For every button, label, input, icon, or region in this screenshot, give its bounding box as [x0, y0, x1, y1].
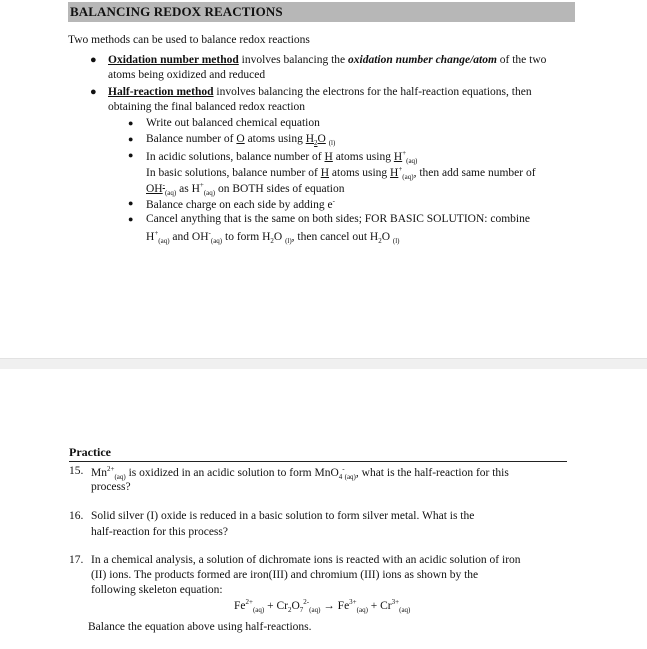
- question-15: [91, 465, 509, 481]
- bullet-icon: ●: [128, 198, 134, 208]
- text-fragment: atoms using: [329, 167, 391, 179]
- title-bar: [68, 2, 575, 22]
- method-line2: obtaining the final balanced redox reaction: [108, 101, 306, 113]
- method-text: involves balancing the: [238, 54, 349, 66]
- text-fragment: O: [273, 231, 283, 243]
- text-fragment: 2: [378, 237, 382, 245]
- text-fragment: (aq): [158, 237, 170, 245]
- method-emphasis: oxidation number change/atom: [348, 54, 497, 66]
- page-2: [0, 369, 647, 649]
- method-text: involves balancing the electrons for the half-reaction equations, then: [213, 86, 532, 98]
- bullet-icon: ●: [90, 54, 97, 66]
- question-number: 17.: [69, 554, 84, 566]
- bullet-icon: ●: [90, 86, 97, 98]
- bullet-icon: ●: [128, 118, 134, 128]
- text-fragment: H: [320, 167, 330, 179]
- question-15-line2: process?: [91, 481, 131, 493]
- text-fragment: -: [162, 181, 165, 189]
- arrow-icon: →: [320, 600, 338, 612]
- text-fragment: (aq): [210, 237, 223, 245]
- text-fragment: as H: [176, 183, 200, 195]
- text-fragment: Balance charge on each side by adding e: [146, 199, 333, 211]
- text-fragment: O: [236, 133, 245, 145]
- text-fragment: OH: [146, 183, 163, 195]
- bullet-icon: ●: [128, 134, 134, 144]
- text-fragment: 2: [270, 237, 274, 245]
- question-16-line2: half-reaction for this process?: [91, 526, 228, 538]
- question-17-line3: following skeleton equation:: [91, 584, 223, 596]
- question-17-line2: (II) ions. The products formed are iron(III) and chromium (III) ions as shown by the: [91, 569, 479, 581]
- bullet-icon: ●: [128, 150, 134, 160]
- step-write-equation: Write out balanced chemical equation: [146, 117, 320, 129]
- text-fragment: (l): [285, 237, 292, 245]
- intro-text: Two methods can be used to balance redox reactions: [68, 34, 310, 46]
- text-fragment: (aq): [402, 173, 414, 181]
- question-16: Solid silver (I) oxide is reduced in a basic solution to form silver metal. What is the: [91, 510, 475, 522]
- text-fragment: 3+: [349, 598, 357, 606]
- text-fragment: Mn: [91, 467, 107, 479]
- text-fragment: H: [146, 231, 155, 243]
- question-17-instruction: Balance the equation above using half-reactions.: [88, 621, 312, 633]
- method-name: Oxidation number method: [108, 54, 239, 66]
- text-fragment: + Cr: [264, 600, 288, 612]
- text-fragment: H: [324, 151, 333, 163]
- text-fragment: (aq): [114, 473, 126, 481]
- method-name: Half-reaction method: [108, 86, 214, 98]
- text-fragment: H: [305, 133, 315, 145]
- practice-heading: Practice: [69, 445, 567, 462]
- text-fragment: atoms using: [332, 151, 394, 163]
- question-number: 16.: [69, 510, 84, 522]
- text-fragment: 3+: [391, 598, 400, 606]
- step-add-hydroxide: [146, 181, 344, 197]
- text-fragment: atoms using: [244, 133, 306, 145]
- text-fragment: O: [317, 133, 326, 145]
- method-oxidation-number: [108, 54, 546, 66]
- text-fragment: Fe: [234, 600, 246, 612]
- text-fragment: Fe: [337, 600, 350, 612]
- step-cancel-line2: [146, 229, 400, 245]
- text-fragment: 2+: [106, 465, 115, 473]
- text-fragment: , then cancel out H: [291, 231, 379, 243]
- text-fragment: +: [199, 181, 204, 189]
- text-fragment: O: [291, 600, 300, 612]
- text-fragment: , what is the half-reaction for this: [355, 467, 509, 479]
- method-half-reaction: [108, 86, 532, 98]
- step-balance-hydrogen-basic: [146, 165, 536, 181]
- text-fragment: and OH: [169, 231, 209, 243]
- step-balance-oxygen: [146, 133, 335, 147]
- text-fragment: +: [398, 165, 403, 173]
- text-fragment: Balance number of: [146, 133, 237, 145]
- text-fragment: -: [342, 465, 345, 473]
- text-fragment: +: [154, 229, 159, 237]
- text-fragment: In acidic solutions, balance number of: [146, 151, 325, 163]
- text-fragment: +: [402, 149, 407, 157]
- text-fragment: -: [332, 197, 335, 205]
- text-fragment: 4: [338, 473, 343, 481]
- step-balance-charge: [146, 197, 335, 211]
- text-fragment: 2: [314, 139, 318, 147]
- question-number: 15.: [69, 465, 84, 477]
- method-text: of the two: [496, 54, 547, 66]
- text-fragment: , then add same number of: [413, 167, 536, 179]
- text-fragment: 2+: [245, 598, 253, 606]
- text-fragment: 7: [299, 606, 304, 614]
- text-fragment: O: [381, 231, 391, 243]
- text-fragment: (aq): [399, 606, 411, 614]
- text-fragment: (aq): [164, 189, 177, 197]
- text-fragment: 2-: [303, 598, 310, 606]
- question-17: In a chemical analysis, a solution of dichromate ions is reacted with an acidic solution of iron: [91, 554, 521, 566]
- text-fragment: to form H: [222, 231, 271, 243]
- text-fragment: H: [390, 167, 399, 179]
- text-fragment: (aq): [309, 606, 321, 614]
- skeleton-equation: [234, 598, 410, 614]
- text-fragment: on BOTH sides of equation: [215, 183, 345, 195]
- text-fragment: is oxidized in an acidic solution to form MnO: [125, 467, 339, 479]
- text-fragment: In basic solutions, balance number of: [146, 167, 321, 179]
- text-fragment: (aq): [356, 606, 368, 614]
- text-fragment: H: [393, 151, 403, 163]
- text-fragment: (aq): [344, 473, 356, 481]
- text-fragment: (aq): [203, 189, 216, 197]
- step-balance-hydrogen-acidic: [146, 149, 417, 165]
- text-fragment: (l): [328, 139, 336, 147]
- text-fragment: -: [208, 229, 211, 237]
- text-fragment: (aq): [252, 606, 265, 614]
- text-fragment: 2: [287, 606, 292, 614]
- text-fragment: (aq): [406, 157, 418, 165]
- bullet-icon: ●: [128, 214, 134, 224]
- text-fragment: + Cr: [367, 600, 392, 612]
- page-title: BALANCING REDOX REACTIONS: [70, 4, 283, 19]
- method-line2: atoms being oxidized and reduced: [108, 69, 266, 81]
- text-fragment: (l): [392, 237, 400, 245]
- step-cancel: Cancel anything that is the same on both sides; FOR BASIC SOLUTION: combine: [146, 213, 530, 225]
